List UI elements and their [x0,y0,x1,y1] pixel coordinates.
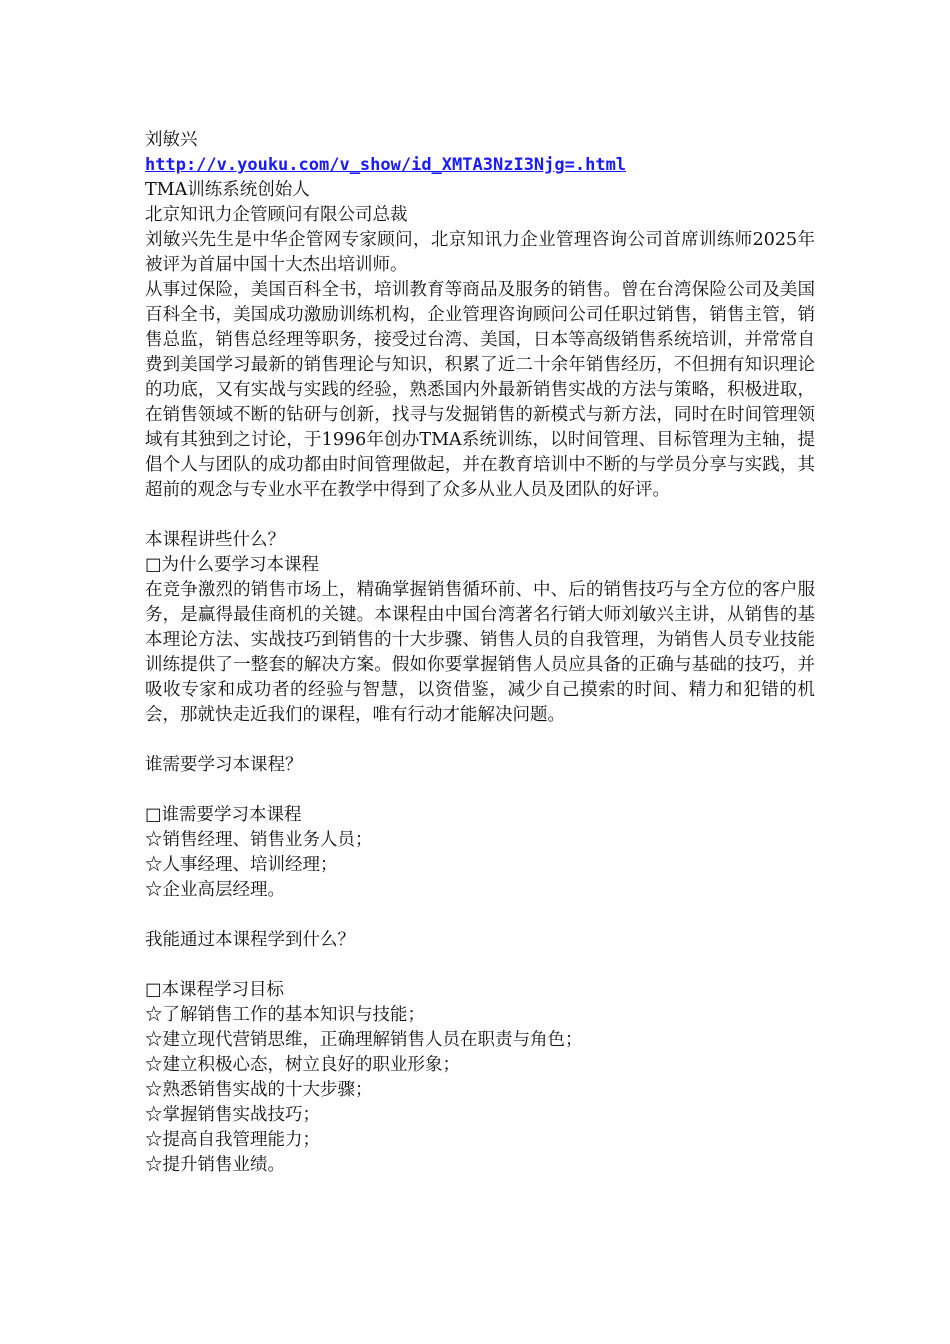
spacer [145,778,815,803]
author-name: 刘敏兴 [145,130,198,150]
spacer [145,503,815,528]
spacer [145,903,815,928]
why-paragraph: 在竞争激烈的销售市场上，精确掌握销售循环前、中、后的销售技巧与全方位的客户服务，是赢得最佳商机的关键。本课程由中国台湾著名行销大师刘敏兴主讲，从销售的基本理论方法、实战技巧到销售的十大步骤、销售人员的自我管理，为销售人员专业技能训练提供了一整套的解决方案。假如你要掌握销售人员应具备的正确与基础的技巧，并吸收专家和成功者的经验与智慧，以资借鉴，减少自己摸索的时间、精力和犯错的机会，那就快走近我们的课程，唯有行动才能解决问题。 [145,580,815,725]
course-heading: 本课程讲些什么？ [145,530,285,550]
goal-item: ☆建立现代营销思维，正确理解销售人员在职责与角色； [145,1030,583,1050]
audience-item: ☆销售经理、销售业务人员； [145,830,373,850]
audience-item: ☆人事经理、培训经理； [145,855,338,875]
audience-heading: 谁需要学习本课程？ [145,755,303,775]
spacer [145,953,815,978]
why-heading: □为什么要学习本课程 [145,555,320,575]
bio-paragraph-2: 从事过保险，美国百科全书，培训教育等商品及服务的销售。曾在台湾保险公司及美国百科全书，美国成功激励训练机构，企业管理咨询顾问公司任职过销售，销售主管，销售总监，销售总经理等职务，接受过台湾、美国，日本等高级销售系统培训，并常常自费到美国学习最新的销售理论与知识，积累了近二十余年销售经历，不但拥有知识理论的功底，又有实战与实践的经验，熟悉国内外最新销售实战的方法与策略，积极进取，在销售领域不断的钻研与创新，找寻与发掘销售的新模式与新方法，同时在时间管理领域有其独到之讨论，于1996年创办TMA系统训练，以时间管理、目标管理为主轴，提倡个人与团队的成功都由时间管理做起，并在教育培训中不断的与学员分享与实践，其超前的观念与专业水平在教学中得到了众多从业人员及团队的好评。 [145,280,815,500]
bio-paragraph-1: 刘敏兴先生是中华企管网专家顾问，北京知讯力企业管理咨询公司首席训练师2025年被评为首届中国十大杰出培训师。 [145,230,815,275]
goal-item: ☆掌握销售实战技巧； [145,1105,320,1125]
author-role: TMA训练系统创始人 [145,180,310,200]
goal-item: ☆熟悉销售实战的十大步骤； [145,1080,373,1100]
document-page [145,128,815,1178]
goal-item: ☆提升销售业绩。 [145,1155,285,1175]
goal-item: ☆建立积极心态，树立良好的职业形象； [145,1055,460,1075]
audience-item: ☆企业高层经理。 [145,880,285,900]
goals-sub-heading: □本课程学习目标 [145,980,285,1000]
author-company: 北京知讯力企管顾问有限公司总裁 [145,205,408,225]
audience-sub-heading: □谁需要学习本课程 [145,805,302,825]
goal-item: ☆了解销售工作的基本知识与技能； [145,1005,425,1025]
video-link[interactable]: http://v.youku.com/v_show/id_XMTA3NzI3Njg=.html [145,155,627,175]
goal-item: ☆提高自我管理能力； [145,1130,320,1150]
goals-heading: 我能通过本课程学到什么？ [145,930,355,950]
spacer [145,728,815,753]
